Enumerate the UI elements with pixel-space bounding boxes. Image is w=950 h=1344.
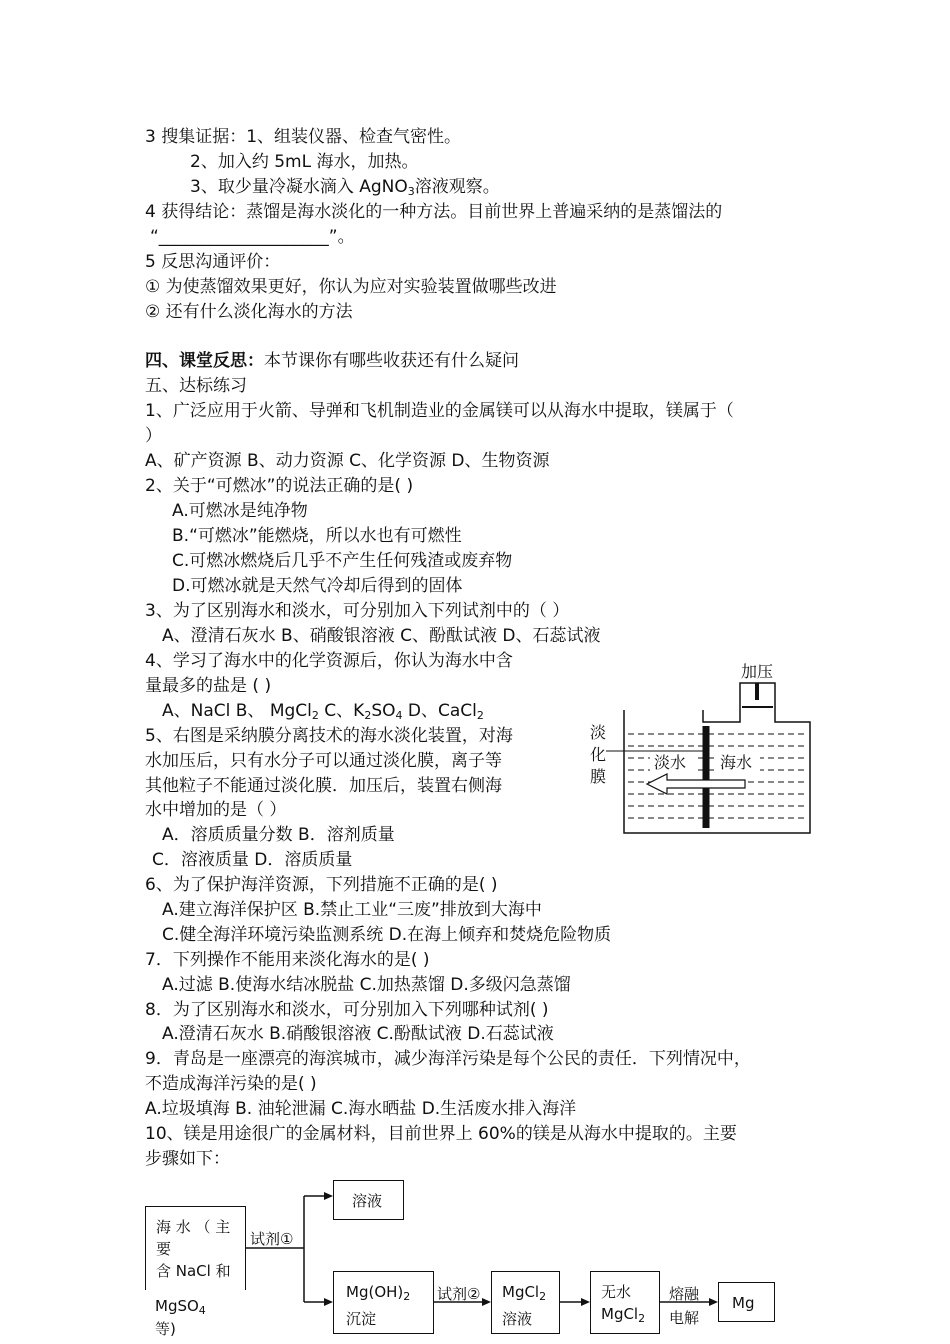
step4-blank: “____________________”。 xyxy=(150,227,355,247)
reagent-2-label: 试剂② xyxy=(437,1285,481,1303)
question-2: 2、关于“可燃冰”的说法正确的是( ) xyxy=(145,476,414,496)
question-4-options: A、NaCl B、 MgCl$_2$ C、$K_2SO_4$ D、CaCl$_2$ xyxy=(162,701,484,722)
practice-heading: 五、达标练习 xyxy=(145,376,247,396)
mgcl2-label: MgCl$_2$ xyxy=(502,1283,547,1303)
question-6: 6、为了保护海洋资源，下列措施不正确的是( ) xyxy=(145,875,498,895)
seawater-box xyxy=(145,1206,246,1290)
mgoh2-box xyxy=(333,1271,434,1334)
question-5-options-cd: C．溶液质量 D．溶质质量 xyxy=(152,850,353,870)
membrane-apparatus xyxy=(606,683,810,833)
seawater-box-line2: 要 xyxy=(156,1240,172,1258)
question-2-option-b: B.“可燃冰”能燃烧，所以水也有可燃性 xyxy=(172,526,462,546)
question-5-options-ab: A．溶质质量分数 B．溶剂质量 xyxy=(162,825,395,845)
question-5-line3: 其他粒子不能通过淡化膜．加压后，装置右侧海 xyxy=(145,776,502,796)
question-1-cont: ） xyxy=(145,426,162,446)
question-9: 9．青岛是一座漂亮的海滨城市，减少海洋污染是每个公民的责任．下列情况中， xyxy=(145,1049,751,1069)
step5-title: 5 反思沟通评价： xyxy=(145,252,281,272)
question-8-options: A.澄清石灰水 B.硝酸银溶液 C.酚酞试液 D.石蕊试液 xyxy=(162,1024,554,1044)
seawater-box-line1: 海 水 （ 主 xyxy=(156,1218,231,1236)
question-5-line2: 水加压后，只有水分子可以通过淡化膜，离子等 xyxy=(145,751,502,771)
question-9-cont: 不造成海洋污染的是( ) xyxy=(145,1074,317,1094)
molten-label: 熔融 xyxy=(669,1285,700,1303)
question-4: 4、学习了海水中的化学资源后，你认为海水中含 xyxy=(145,651,513,671)
seawater-box-line4: MgSO$_4$ xyxy=(155,1297,206,1317)
question-10: 10、镁是用途很广的金属材料，目前世界上 60%的镁是从海水中提取的。主要 xyxy=(145,1124,737,1144)
anhydrous-mgcl2-box xyxy=(590,1271,660,1334)
membrane-label-2: 化 xyxy=(590,745,607,764)
precipitate-label: 沉淀 xyxy=(346,1310,377,1328)
reagent-1-label: 试剂① xyxy=(250,1230,294,1248)
question-3-options: A、澄清石灰水 B、硝酸银溶液 C、酚酞试液 D、石蕊试液 xyxy=(162,626,601,646)
pressure-label: 加压 xyxy=(741,662,774,681)
step3-item3: 3、取少量冷凝水滴入 AgNO$_3$溶液观察。 xyxy=(190,177,500,198)
reflection-question-1: ① 为使蒸馏效果更好，你认为应对实验装置做哪些改进 xyxy=(145,277,557,297)
solution-label: 溶液 xyxy=(352,1192,383,1210)
question-2-option-a: A.可燃冰是纯净物 xyxy=(172,501,308,521)
question-9-options: A.垃圾填海 B. 油轮泄漏 C.海水晒盐 D.生活废水排入海洋 xyxy=(145,1099,577,1119)
question-7-options: A.过滤 B.使海水结冰脱盐 C.加热蒸馏 D.多级闪急蒸馏 xyxy=(162,975,571,995)
mgcl2-solution-label: 溶液 xyxy=(502,1310,533,1328)
question-2-option-d: D.可燃冰就是天然气冷却后得到的固体 xyxy=(172,576,463,596)
sea-water-label: 海水 xyxy=(720,753,753,772)
step3-item2: 2、加入约 5mL 海水，加热。 xyxy=(190,152,419,172)
question-1-options: A、矿产资源 B、动力资源 C、化学资源 D、生物资源 xyxy=(145,451,550,471)
mgcl2-solution-box xyxy=(491,1271,560,1334)
membrane-label-3: 膜 xyxy=(590,767,607,786)
fresh-water-label: 淡水 xyxy=(654,753,687,772)
electrolysis-label: 电解 xyxy=(669,1309,700,1327)
question-6-options-ab: A.建立海洋保护区 B.禁止工业“三废”排放到大海中 xyxy=(162,900,542,920)
anhydrous-mgcl2-label: MgCl$_2$ xyxy=(601,1305,646,1325)
mg-box xyxy=(718,1282,775,1322)
question-4-cont: 量最多的盐是 ( ) xyxy=(145,676,272,696)
step4-conclusion: 4 获得结论：蒸馏是海水淡化的一种方法。目前世界上普遍采纳的是蒸馏法的 xyxy=(145,202,723,222)
mgoh2-label: $Mg(OH)_2$ xyxy=(346,1283,411,1303)
seawater-box-line5: 等) xyxy=(155,1320,176,1338)
class-reflection-heading: 四、课堂反思： xyxy=(145,351,264,371)
question-3: 3、为了区别海水和淡水，可分别加入下列试剂中的（ ） xyxy=(145,601,570,621)
question-2-option-c: C.可燃冰燃烧后几乎不产生任何残渣或废弃物 xyxy=(172,551,513,571)
question-6-options-cd: C.健全海洋环境污染监测系统 D.在海上倾弃和焚烧危险物质 xyxy=(162,925,612,945)
question-5-line1: 5、右图是采纳膜分离技术的海水淡化装置，对海 xyxy=(145,726,513,746)
step3-title: 3 搜集证据：1、组装仪器、检查气密性。 xyxy=(145,127,462,147)
class-reflection: 四、课堂反思：本节课你有哪些收获还有什么疑问 xyxy=(145,351,519,371)
question-8: 8．为了区别海水和淡水，可分别加入下列哪种试剂( ) xyxy=(145,1000,549,1020)
mg-label: Mg xyxy=(732,1294,755,1312)
question-7: 7．下列操作不能用来淡化海水的是( ) xyxy=(145,950,430,970)
question-10-cont: 步骤如下： xyxy=(145,1149,230,1169)
solution-box xyxy=(333,1180,404,1220)
seawater-box-line3: 含 NaCl 和 xyxy=(156,1262,231,1280)
question-1: 1、广泛应用于火箭、导弹和飞机制造业的金属镁可以从海水中提取，镁属于（ xyxy=(145,401,734,421)
question-5-line4: 水中增加的是（ ） xyxy=(145,800,287,820)
membrane-label-1: 淡 xyxy=(590,723,607,742)
anhydrous-label: 无水 xyxy=(601,1283,632,1301)
reflection-question-2: ② 还有什么淡化海水的方法 xyxy=(145,302,353,322)
